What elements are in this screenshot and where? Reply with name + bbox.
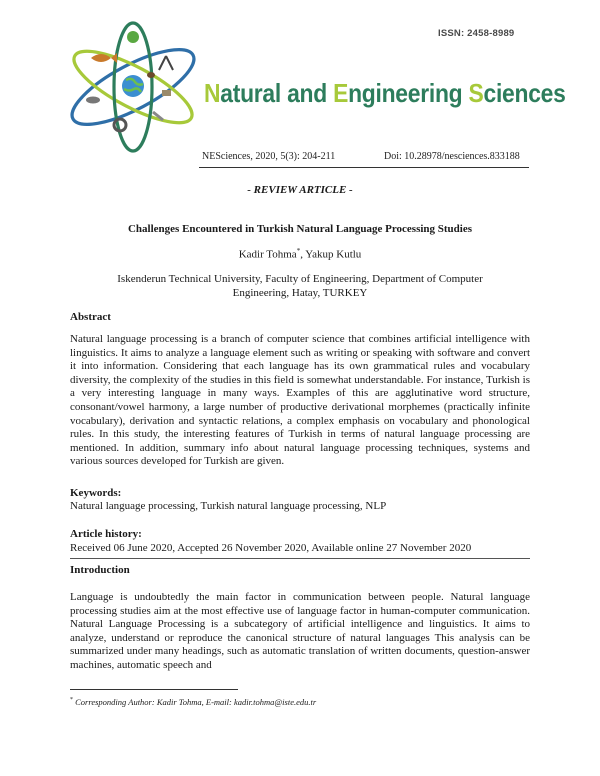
bird-icon	[86, 97, 100, 104]
author-name: Kadir Tohma	[238, 248, 297, 261]
leaf-icon	[127, 31, 139, 43]
journal-title	[204, 78, 566, 109]
citation: NESciences, 2020, 5(3): 204-211	[202, 151, 336, 162]
fossil-icon	[162, 90, 171, 96]
history-divider	[70, 558, 530, 559]
footnote-mark: *	[70, 697, 73, 704]
abstract-text: Natural language processing is a branch of computer science that combines artificial intelligence with linguistics. It aims to analyze a language element such as writing or speaking with software and convert it into information. Considering that each language has its own grammatical rules and vocabulary diversity, the complexity of the studies in this field is somewhat understandable. For instance, Turkish is a very interesting language in many ways. Examples of this are agglutinative word structure, consonant/vowel harmony, a large number of productive derivational morphemes (practically infinite vocabulary), derivation and syntactic relations, a complex emphasis on vocabulary and phonological rules. In this study, the interesting features of Turkish in terms of natural language processing are mentioned. In addition, summary info about natural language processing techniques, systems and various sources developed for Turkish are given.	[70, 333, 530, 468]
abstract-heading: Abstract	[70, 311, 111, 323]
journal-title-initial-s: S	[468, 78, 484, 108]
author-name: , Yakup Kutlu	[300, 248, 362, 261]
keywords-heading: Keywords:	[70, 487, 122, 499]
compass-icon	[159, 56, 173, 70]
introduction-heading: Introduction	[70, 564, 130, 576]
journal-title-part-2: ngineering	[348, 78, 469, 108]
journal-title-initial-e: E	[333, 78, 349, 108]
fish-icon	[91, 53, 117, 63]
footnote	[70, 697, 316, 707]
authors	[0, 247, 600, 261]
journal-title-part-3: ciences	[483, 78, 566, 108]
affiliation: Iskenderun Technical University, Faculty of Engineering, Department of Computer Engineering, Hatay, TURKEY	[117, 273, 483, 299]
beetle-icon	[147, 72, 155, 78]
header-divider	[199, 167, 529, 168]
journal-logo	[58, 20, 208, 155]
journal-title-initial-n: N	[204, 78, 221, 108]
footnote-divider	[70, 689, 238, 690]
footnote-text: Corresponding Author: Kadir Tohma, E-mail: kadir.tohma@iste.edu.tr	[73, 697, 317, 707]
paper-title: Challenges Encountered in Turkish Natural Language Processing Studies	[127, 223, 473, 235]
issn: ISSN: 2458-8989	[438, 28, 515, 39]
article-history-heading: Article history:	[70, 528, 142, 540]
doi: Doi: 10.28978/nesciences.833188	[384, 151, 520, 162]
article-type: - REVIEW ARTICLE -	[247, 184, 353, 196]
introduction-text: Language is undoubtedly the main factor in communication between people. Natural language processing studies aim at the most effective use of language factor in human-computer communication. Natural Language Processing is a subcategory of artificial intelligence and linguistics. It aims to analyze, understand or reproduce the canonical structure of natural languages This analysis can be summarized under many headings, such as automatic translation of written documents, question-answer machines, automatic speech and	[70, 591, 530, 671]
journal-title-part-1: atural and	[220, 78, 334, 108]
keywords-text: Natural language processing, Turkish natural language processing, NLP	[70, 500, 387, 512]
article-history-text: Received 06 June 2020, Accepted 26 November 2020, Available online 27 November 2020	[70, 542, 472, 554]
corresponding-author-mark: *	[296, 247, 301, 255]
